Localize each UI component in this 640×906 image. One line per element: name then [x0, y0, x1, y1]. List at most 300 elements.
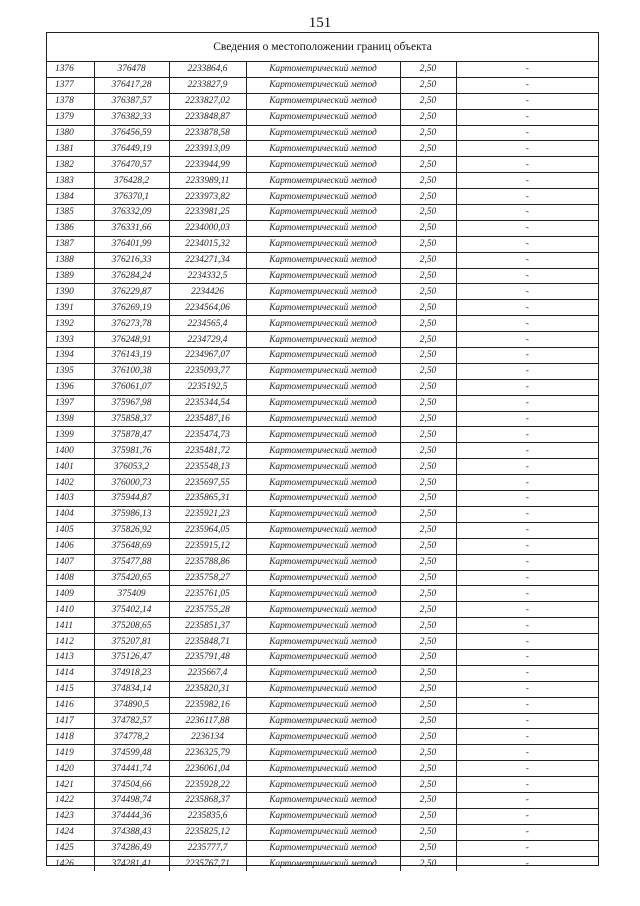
- table-row: [47, 220, 598, 236]
- point-number-cell: 1410: [47, 602, 94, 618]
- description-cell: -: [456, 125, 598, 141]
- x-coordinate-cell: 375944,87: [94, 491, 169, 507]
- y-coordinate-cell: 2233878,58: [169, 125, 246, 141]
- x-coordinate-cell: 374834,14: [94, 681, 169, 697]
- precision-cell: 2,50: [400, 300, 456, 316]
- y-coordinate-cell: 2235851,37: [169, 618, 246, 634]
- description-cell: -: [456, 634, 598, 650]
- point-number-cell: 1393: [47, 332, 94, 348]
- y-coordinate-cell: 2233981,25: [169, 205, 246, 221]
- x-coordinate-cell: 375986,13: [94, 506, 169, 522]
- description-cell: -: [456, 205, 598, 221]
- precision-cell: 2,50: [400, 348, 456, 364]
- method-cell: Картометрический метод: [246, 220, 400, 236]
- y-coordinate-cell: 2235767,71: [169, 856, 246, 871]
- precision-cell: 2,50: [400, 538, 456, 554]
- precision-cell: 2,50: [400, 777, 456, 793]
- table-row: [47, 808, 598, 824]
- point-number-cell: 1422: [47, 792, 94, 808]
- y-coordinate-cell: 2235820,31: [169, 681, 246, 697]
- y-coordinate-cell: 2235667,4: [169, 665, 246, 681]
- table-row: [47, 173, 598, 189]
- method-cell: Картометрический метод: [246, 634, 400, 650]
- method-cell: Картометрический метод: [246, 713, 400, 729]
- table-row: [47, 665, 598, 681]
- description-cell: -: [456, 697, 598, 713]
- method-cell: Картометрический метод: [246, 93, 400, 109]
- x-coordinate-cell: 376053,2: [94, 459, 169, 475]
- precision-cell: 2,50: [400, 602, 456, 618]
- x-coordinate-cell: 376269,19: [94, 300, 169, 316]
- x-coordinate-cell: 376456,59: [94, 125, 169, 141]
- precision-cell: 2,50: [400, 459, 456, 475]
- method-cell: Картометрический метод: [246, 62, 400, 77]
- method-cell: Картометрический метод: [246, 586, 400, 602]
- description-cell: -: [456, 363, 598, 379]
- coordinates-table: [47, 62, 598, 871]
- y-coordinate-cell: 2233864,6: [169, 62, 246, 77]
- y-coordinate-cell: 2235928,22: [169, 777, 246, 793]
- description-cell: -: [456, 808, 598, 824]
- table-row: [47, 125, 598, 141]
- x-coordinate-cell: 376229,87: [94, 284, 169, 300]
- table-row: [47, 77, 598, 93]
- y-coordinate-cell: 2234426: [169, 284, 246, 300]
- x-coordinate-cell: 376273,78: [94, 316, 169, 332]
- description-cell: -: [456, 141, 598, 157]
- precision-cell: 2,50: [400, 109, 456, 125]
- y-coordinate-cell: 2236325,79: [169, 745, 246, 761]
- table-row: [47, 824, 598, 840]
- y-coordinate-cell: 2233913,09: [169, 141, 246, 157]
- table-row: [47, 634, 598, 650]
- method-cell: Картометрический метод: [246, 792, 400, 808]
- description-cell: -: [456, 173, 598, 189]
- precision-cell: 2,50: [400, 554, 456, 570]
- y-coordinate-cell: 2234015,32: [169, 236, 246, 252]
- method-cell: Картометрический метод: [246, 570, 400, 586]
- table-row: [47, 141, 598, 157]
- point-number-cell: 1419: [47, 745, 94, 761]
- y-coordinate-cell: 2234729,4: [169, 332, 246, 348]
- point-number-cell: 1394: [47, 348, 94, 364]
- point-number-cell: 1396: [47, 379, 94, 395]
- precision-cell: 2,50: [400, 808, 456, 824]
- precision-cell: 2,50: [400, 268, 456, 284]
- y-coordinate-cell: 2236117,88: [169, 713, 246, 729]
- point-number-cell: 1386: [47, 220, 94, 236]
- table-row: [47, 777, 598, 793]
- y-coordinate-cell: 2235825,12: [169, 824, 246, 840]
- method-cell: Картометрический метод: [246, 554, 400, 570]
- method-cell: Картометрический метод: [246, 316, 400, 332]
- method-cell: Картометрический метод: [246, 649, 400, 665]
- point-number-cell: 1390: [47, 284, 94, 300]
- description-cell: -: [456, 729, 598, 745]
- description-cell: -: [456, 77, 598, 93]
- precision-cell: 2,50: [400, 729, 456, 745]
- precision-cell: 2,50: [400, 395, 456, 411]
- table-row: [47, 411, 598, 427]
- x-coordinate-cell: 374444,36: [94, 808, 169, 824]
- description-cell: -: [456, 316, 598, 332]
- precision-cell: 2,50: [400, 316, 456, 332]
- x-coordinate-cell: 375409: [94, 586, 169, 602]
- description-cell: -: [456, 443, 598, 459]
- x-coordinate-cell: 374504,66: [94, 777, 169, 793]
- table-row: [47, 316, 598, 332]
- method-cell: Картометрический метод: [246, 602, 400, 618]
- description-cell: -: [456, 840, 598, 856]
- table-row: [47, 236, 598, 252]
- method-cell: Картометрический метод: [246, 538, 400, 554]
- x-coordinate-cell: 375126,47: [94, 649, 169, 665]
- precision-cell: 2,50: [400, 649, 456, 665]
- x-coordinate-cell: 374599,48: [94, 745, 169, 761]
- table-row: [47, 109, 598, 125]
- description-cell: -: [456, 522, 598, 538]
- point-number-cell: 1401: [47, 459, 94, 475]
- precision-cell: 2,50: [400, 634, 456, 650]
- description-cell: -: [456, 284, 598, 300]
- description-cell: -: [456, 395, 598, 411]
- table-row: [47, 395, 598, 411]
- description-cell: -: [456, 236, 598, 252]
- point-number-cell: 1403: [47, 491, 94, 507]
- precision-cell: 2,50: [400, 856, 456, 871]
- table-row: [47, 729, 598, 745]
- method-cell: Картометрический метод: [246, 761, 400, 777]
- method-cell: Картометрический метод: [246, 491, 400, 507]
- method-cell: Картометрический метод: [246, 395, 400, 411]
- precision-cell: 2,50: [400, 189, 456, 205]
- x-coordinate-cell: 375648,69: [94, 538, 169, 554]
- method-cell: Картометрический метод: [246, 300, 400, 316]
- y-coordinate-cell: 2235474,73: [169, 427, 246, 443]
- table-row: [47, 300, 598, 316]
- table-row: [47, 506, 598, 522]
- method-cell: Картометрический метод: [246, 459, 400, 475]
- point-number-cell: 1413: [47, 649, 94, 665]
- x-coordinate-cell: 375826,92: [94, 522, 169, 538]
- description-cell: -: [456, 792, 598, 808]
- y-coordinate-cell: 2234271,34: [169, 252, 246, 268]
- x-coordinate-cell: 375208,65: [94, 618, 169, 634]
- y-coordinate-cell: 2235835,6: [169, 808, 246, 824]
- y-coordinate-cell: 2235982,16: [169, 697, 246, 713]
- description-cell: -: [456, 554, 598, 570]
- table-row: [47, 268, 598, 284]
- point-number-cell: 1411: [47, 618, 94, 634]
- page-number: 151: [308, 15, 332, 31]
- y-coordinate-cell: 2233827,9: [169, 77, 246, 93]
- point-number-cell: 1420: [47, 761, 94, 777]
- method-cell: Картометрический метод: [246, 363, 400, 379]
- description-cell: -: [456, 618, 598, 634]
- point-number-cell: 1404: [47, 506, 94, 522]
- point-number-cell: 1416: [47, 697, 94, 713]
- point-number-cell: 1423: [47, 808, 94, 824]
- point-number-cell: 1384: [47, 189, 94, 205]
- description-cell: -: [456, 665, 598, 681]
- x-coordinate-cell: 374918,23: [94, 665, 169, 681]
- point-number-cell: 1376: [47, 62, 94, 77]
- description-cell: -: [456, 379, 598, 395]
- precision-cell: 2,50: [400, 62, 456, 77]
- point-number-cell: 1392: [47, 316, 94, 332]
- table-row: [47, 745, 598, 761]
- precision-cell: 2,50: [400, 824, 456, 840]
- precision-cell: 2,50: [400, 681, 456, 697]
- precision-cell: 2,50: [400, 173, 456, 189]
- point-number-cell: 1398: [47, 411, 94, 427]
- y-coordinate-cell: 2233944,99: [169, 157, 246, 173]
- table-row: [47, 459, 598, 475]
- description-cell: -: [456, 411, 598, 427]
- y-coordinate-cell: 2233848,87: [169, 109, 246, 125]
- x-coordinate-cell: 376417,28: [94, 77, 169, 93]
- method-cell: Картометрический метод: [246, 506, 400, 522]
- point-number-cell: 1407: [47, 554, 94, 570]
- y-coordinate-cell: 2236134: [169, 729, 246, 745]
- x-coordinate-cell: 376000,73: [94, 475, 169, 491]
- method-cell: Картометрический метод: [246, 840, 400, 856]
- description-cell: -: [456, 459, 598, 475]
- y-coordinate-cell: 2234565,4: [169, 316, 246, 332]
- description-cell: -: [456, 93, 598, 109]
- x-coordinate-cell: 376216,33: [94, 252, 169, 268]
- point-number-cell: 1385: [47, 205, 94, 221]
- y-coordinate-cell: 2236061,04: [169, 761, 246, 777]
- method-cell: Картометрический метод: [246, 681, 400, 697]
- point-number-cell: 1388: [47, 252, 94, 268]
- table-row: [47, 491, 598, 507]
- method-cell: Картометрический метод: [246, 824, 400, 840]
- y-coordinate-cell: 2235777,7: [169, 840, 246, 856]
- point-number-cell: 1378: [47, 93, 94, 109]
- x-coordinate-cell: 375967,98: [94, 395, 169, 411]
- point-number-cell: 1418: [47, 729, 94, 745]
- y-coordinate-cell: 2235548,13: [169, 459, 246, 475]
- precision-cell: 2,50: [400, 506, 456, 522]
- method-cell: Картометрический метод: [246, 665, 400, 681]
- table-row: [47, 157, 598, 173]
- description-cell: -: [456, 649, 598, 665]
- description-cell: -: [456, 157, 598, 173]
- x-coordinate-cell: 375402,14: [94, 602, 169, 618]
- precision-cell: 2,50: [400, 491, 456, 507]
- table-row: [47, 618, 598, 634]
- y-coordinate-cell: 2235964,05: [169, 522, 246, 538]
- description-cell: -: [456, 427, 598, 443]
- description-cell: -: [456, 300, 598, 316]
- method-cell: Картометрический метод: [246, 125, 400, 141]
- precision-cell: 2,50: [400, 284, 456, 300]
- method-cell: Картометрический метод: [246, 856, 400, 871]
- table-row: [47, 475, 598, 491]
- table-row: [47, 856, 598, 871]
- point-number-cell: 1409: [47, 586, 94, 602]
- x-coordinate-cell: 374778,2: [94, 729, 169, 745]
- method-cell: Картометрический метод: [246, 205, 400, 221]
- x-coordinate-cell: 376331,66: [94, 220, 169, 236]
- precision-cell: 2,50: [400, 252, 456, 268]
- table-title: Сведения о местоположении границ объекта: [47, 33, 598, 62]
- y-coordinate-cell: 2233973,82: [169, 189, 246, 205]
- point-number-cell: 1406: [47, 538, 94, 554]
- point-number-cell: 1408: [47, 570, 94, 586]
- x-coordinate-cell: 374498,74: [94, 792, 169, 808]
- precision-cell: 2,50: [400, 379, 456, 395]
- table-row: [47, 570, 598, 586]
- table-row: [47, 252, 598, 268]
- table-row: [47, 443, 598, 459]
- method-cell: Картометрический метод: [246, 475, 400, 491]
- x-coordinate-cell: 375207,81: [94, 634, 169, 650]
- point-number-cell: 1389: [47, 268, 94, 284]
- point-number-cell: 1405: [47, 522, 94, 538]
- point-number-cell: 1387: [47, 236, 94, 252]
- description-cell: -: [456, 824, 598, 840]
- table-row: [47, 379, 598, 395]
- point-number-cell: 1424: [47, 824, 94, 840]
- table-row: [47, 332, 598, 348]
- y-coordinate-cell: 2235848,71: [169, 634, 246, 650]
- point-number-cell: 1400: [47, 443, 94, 459]
- x-coordinate-cell: 376284,24: [94, 268, 169, 284]
- table-row: [47, 363, 598, 379]
- point-number-cell: 1415: [47, 681, 94, 697]
- point-number-cell: 1381: [47, 141, 94, 157]
- precision-cell: 2,50: [400, 236, 456, 252]
- y-coordinate-cell: 2235915,12: [169, 538, 246, 554]
- method-cell: Картометрический метод: [246, 443, 400, 459]
- point-number-cell: 1380: [47, 125, 94, 141]
- x-coordinate-cell: 376332,09: [94, 205, 169, 221]
- table-row: [47, 792, 598, 808]
- y-coordinate-cell: 2235761,05: [169, 586, 246, 602]
- x-coordinate-cell: 375420,65: [94, 570, 169, 586]
- description-cell: -: [456, 761, 598, 777]
- x-coordinate-cell: 374890,5: [94, 697, 169, 713]
- method-cell: Картометрический метод: [246, 332, 400, 348]
- x-coordinate-cell: 374281,41: [94, 856, 169, 871]
- precision-cell: 2,50: [400, 157, 456, 173]
- table-row: [47, 586, 598, 602]
- y-coordinate-cell: 2235192,5: [169, 379, 246, 395]
- point-number-cell: 1399: [47, 427, 94, 443]
- y-coordinate-cell: 2235755,28: [169, 602, 246, 618]
- y-coordinate-cell: 2234332,5: [169, 268, 246, 284]
- precision-cell: 2,50: [400, 411, 456, 427]
- x-coordinate-cell: 375981,76: [94, 443, 169, 459]
- x-coordinate-cell: 376478: [94, 62, 169, 77]
- precision-cell: 2,50: [400, 761, 456, 777]
- point-number-cell: 1414: [47, 665, 94, 681]
- precision-cell: 2,50: [400, 141, 456, 157]
- description-cell: -: [456, 602, 598, 618]
- point-number-cell: 1395: [47, 363, 94, 379]
- y-coordinate-cell: 2235758,27: [169, 570, 246, 586]
- point-number-cell: 1421: [47, 777, 94, 793]
- point-number-cell: 1377: [47, 77, 94, 93]
- precision-cell: 2,50: [400, 522, 456, 538]
- description-cell: -: [456, 220, 598, 236]
- x-coordinate-cell: 375858,37: [94, 411, 169, 427]
- table-row: [47, 205, 598, 221]
- point-number-cell: 1383: [47, 173, 94, 189]
- method-cell: Картометрический метод: [246, 189, 400, 205]
- x-coordinate-cell: 376061,07: [94, 379, 169, 395]
- x-coordinate-cell: 374782,57: [94, 713, 169, 729]
- x-coordinate-cell: 376248,91: [94, 332, 169, 348]
- description-cell: -: [456, 109, 598, 125]
- method-cell: Картометрический метод: [246, 157, 400, 173]
- point-number-cell: 1417: [47, 713, 94, 729]
- description-cell: -: [456, 189, 598, 205]
- precision-cell: 2,50: [400, 713, 456, 729]
- description-cell: -: [456, 62, 598, 77]
- table-row: [47, 522, 598, 538]
- x-coordinate-cell: 375477,88: [94, 554, 169, 570]
- precision-cell: 2,50: [400, 427, 456, 443]
- precision-cell: 2,50: [400, 93, 456, 109]
- precision-cell: 2,50: [400, 570, 456, 586]
- x-coordinate-cell: 376382,33: [94, 109, 169, 125]
- table-row: [47, 602, 598, 618]
- table-row: [47, 284, 598, 300]
- method-cell: Картометрический метод: [246, 109, 400, 125]
- table-row: [47, 62, 598, 77]
- x-coordinate-cell: 376100,38: [94, 363, 169, 379]
- description-cell: -: [456, 745, 598, 761]
- table-row: [47, 538, 598, 554]
- y-coordinate-cell: 2234000,03: [169, 220, 246, 236]
- table-row: [47, 554, 598, 570]
- y-coordinate-cell: 2235487,16: [169, 411, 246, 427]
- x-coordinate-cell: 376387,57: [94, 93, 169, 109]
- point-number-cell: 1397: [47, 395, 94, 411]
- y-coordinate-cell: 2235868,37: [169, 792, 246, 808]
- x-coordinate-cell: 375878,47: [94, 427, 169, 443]
- y-coordinate-cell: 2235481,72: [169, 443, 246, 459]
- method-cell: Картометрический метод: [246, 745, 400, 761]
- method-cell: Картометрический метод: [246, 268, 400, 284]
- table-row: [47, 427, 598, 443]
- x-coordinate-cell: 374388,43: [94, 824, 169, 840]
- method-cell: Картометрический метод: [246, 141, 400, 157]
- description-cell: -: [456, 475, 598, 491]
- x-coordinate-cell: 376370,1: [94, 189, 169, 205]
- precision-cell: 2,50: [400, 586, 456, 602]
- method-cell: Картометрический метод: [246, 284, 400, 300]
- table-row: [47, 189, 598, 205]
- precision-cell: 2,50: [400, 77, 456, 93]
- y-coordinate-cell: 2233989,11: [169, 173, 246, 189]
- method-cell: Картометрический метод: [246, 777, 400, 793]
- description-cell: -: [456, 332, 598, 348]
- method-cell: Картометрический метод: [246, 379, 400, 395]
- point-number-cell: 1426: [47, 856, 94, 871]
- y-coordinate-cell: 2235865,31: [169, 491, 246, 507]
- description-cell: -: [456, 268, 598, 284]
- description-cell: -: [456, 491, 598, 507]
- precision-cell: 2,50: [400, 220, 456, 236]
- description-cell: -: [456, 586, 598, 602]
- y-coordinate-cell: 2234564,06: [169, 300, 246, 316]
- x-coordinate-cell: 376143,19: [94, 348, 169, 364]
- y-coordinate-cell: 2235093,77: [169, 363, 246, 379]
